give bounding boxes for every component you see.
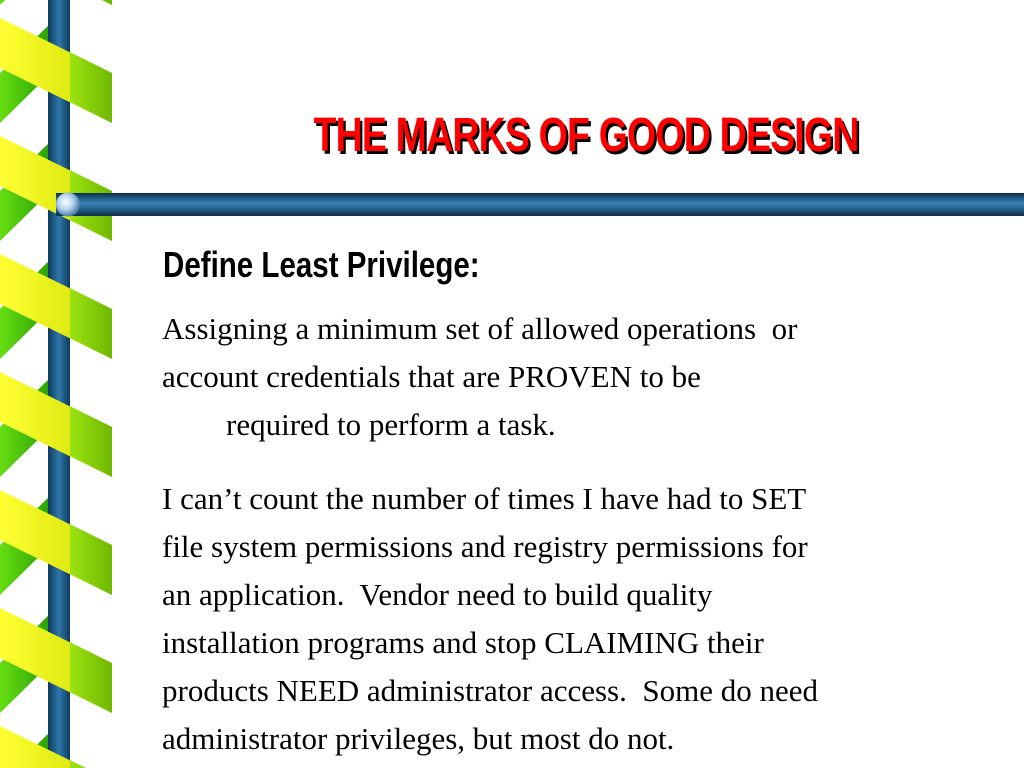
section-heading: Define Least Privilege: [163, 244, 480, 285]
horizontal-rod [56, 191, 1024, 218]
body-line: file system permissions and registry permissions for [162, 529, 808, 564]
ribbon-back-band [0, 0, 56, 5]
body-line: I can’t count the number of times I have had to SET [162, 481, 807, 516]
ribbon-shade [70, 288, 112, 359]
definition-line: account credentials that are PROVEN to be [162, 359, 701, 394]
body-line: installation programs and stop CLAIMING their [162, 625, 764, 660]
slide-title: THE MARKS OF GOOD DESIGN [313, 109, 859, 162]
body-line: administrator privileges, but most do not. [162, 721, 675, 756]
body-line: products NEED administrator access. Some do need [162, 673, 818, 708]
ribbon-shade [70, 406, 112, 477]
ribbon-shade [70, 524, 112, 595]
ribbon-shade [70, 642, 112, 713]
body-paragraph [162, 475, 1012, 763]
ribbon-shade [70, 760, 112, 768]
definition-line: Assigning a minimum set of allowed operations or [162, 311, 798, 346]
definition-line: required to perform a task. [226, 407, 556, 442]
ribbon-shade [70, 52, 112, 123]
body-line: an application. Vendor need to build quality [162, 577, 713, 612]
definition-paragraph [162, 305, 1012, 449]
decorative-ribbon [0, 0, 112, 768]
ribbon-shade [70, 0, 112, 5]
